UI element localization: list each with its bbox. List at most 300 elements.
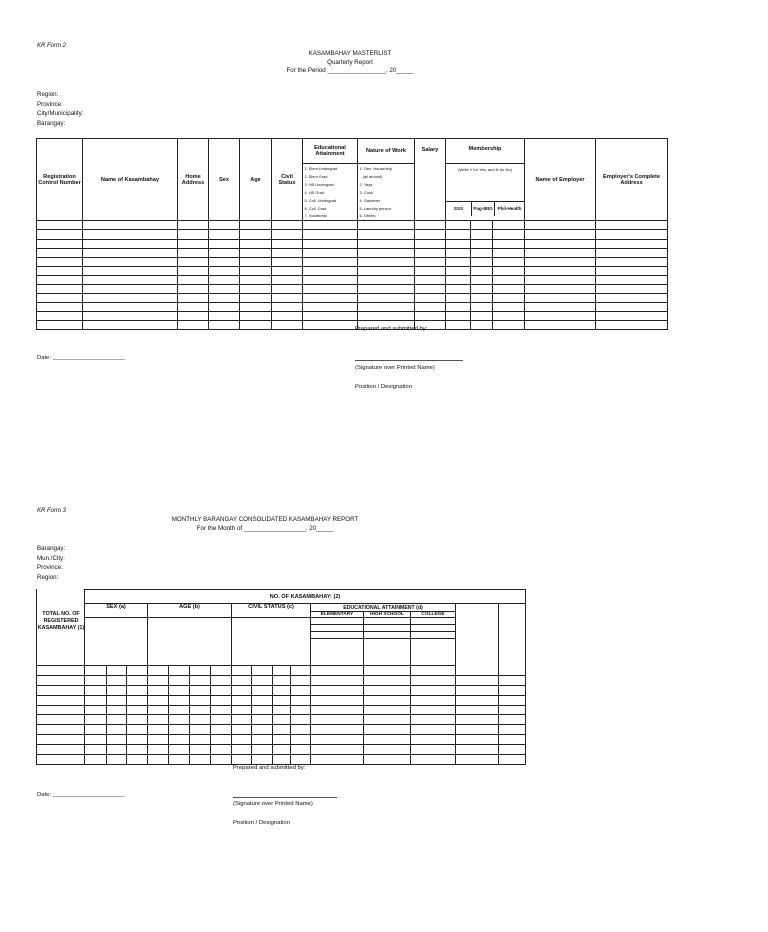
entry-cell[interactable] bbox=[411, 685, 456, 695]
entry-cell[interactable] bbox=[85, 705, 107, 715]
entry-cell[interactable] bbox=[37, 239, 83, 248]
entry-cell[interactable] bbox=[596, 285, 668, 294]
entry-cell[interactable] bbox=[273, 666, 291, 676]
entry-cell[interactable] bbox=[499, 715, 526, 725]
entry-cell[interactable] bbox=[211, 715, 232, 725]
entry-cell[interactable] bbox=[83, 275, 178, 284]
entry-cell[interactable] bbox=[525, 266, 596, 275]
entry-cell[interactable] bbox=[232, 725, 252, 735]
entry-cell[interactable] bbox=[190, 715, 211, 725]
entry-cell[interactable] bbox=[232, 685, 252, 695]
entry-cell[interactable] bbox=[127, 705, 148, 715]
entry-cell[interactable] bbox=[209, 266, 240, 275]
entry-cell[interactable] bbox=[83, 266, 178, 275]
entry-cell[interactable] bbox=[37, 755, 85, 765]
entry-cell[interactable] bbox=[446, 239, 471, 248]
entry-cell[interactable] bbox=[37, 303, 83, 312]
entry-cell[interactable] bbox=[178, 266, 209, 275]
entry-cell[interactable] bbox=[127, 695, 148, 705]
entry-cell[interactable] bbox=[358, 230, 415, 239]
entry-cell[interactable] bbox=[127, 685, 148, 695]
entry-cell[interactable] bbox=[303, 303, 358, 312]
entry-cell[interactable] bbox=[364, 735, 411, 745]
entry-cell[interactable] bbox=[252, 705, 273, 715]
entry-cell[interactable] bbox=[211, 755, 232, 765]
entry-cell[interactable] bbox=[85, 695, 107, 705]
entry-cell[interactable] bbox=[525, 257, 596, 266]
entry-cell[interactable] bbox=[358, 248, 415, 257]
entry-cell[interactable] bbox=[358, 294, 415, 303]
entry-cell[interactable] bbox=[596, 303, 668, 312]
entry-cell[interactable] bbox=[525, 303, 596, 312]
entry-cell[interactable] bbox=[178, 321, 209, 330]
entry-cell[interactable] bbox=[232, 666, 252, 676]
entry-cell[interactable] bbox=[169, 715, 190, 725]
entry-cell[interactable] bbox=[190, 685, 211, 695]
entry-cell[interactable] bbox=[178, 221, 209, 230]
entry-cell[interactable] bbox=[415, 275, 446, 284]
entry-cell[interactable] bbox=[37, 666, 85, 676]
entry-cell[interactable] bbox=[493, 303, 525, 312]
entry-cell[interactable] bbox=[127, 666, 148, 676]
entry-cell[interactable] bbox=[303, 257, 358, 266]
entry-cell[interactable] bbox=[272, 303, 303, 312]
entry-cell[interactable] bbox=[107, 685, 127, 695]
entry-cell[interactable] bbox=[311, 735, 364, 745]
entry-cell[interactable] bbox=[37, 685, 85, 695]
entry-cell[interactable] bbox=[252, 666, 273, 676]
entry-cell[interactable] bbox=[358, 221, 415, 230]
entry-cell[interactable] bbox=[446, 294, 471, 303]
entry-cell[interactable] bbox=[37, 321, 83, 330]
entry-cell[interactable] bbox=[596, 221, 668, 230]
entry-cell[interactable] bbox=[178, 285, 209, 294]
entry-cell[interactable] bbox=[252, 685, 273, 695]
entry-cell[interactable] bbox=[83, 239, 178, 248]
entry-cell[interactable] bbox=[37, 257, 83, 266]
entry-cell[interactable] bbox=[291, 695, 311, 705]
entry-cell[interactable] bbox=[209, 230, 240, 239]
entry-cell[interactable] bbox=[37, 695, 85, 705]
entry-cell[interactable] bbox=[169, 745, 190, 755]
entry-cell[interactable] bbox=[211, 666, 232, 676]
entry-cell[interactable] bbox=[471, 257, 493, 266]
entry-cell[interactable] bbox=[411, 745, 456, 755]
entry-cell[interactable] bbox=[190, 705, 211, 715]
entry-cell[interactable] bbox=[211, 745, 232, 755]
entry-cell[interactable] bbox=[240, 221, 272, 230]
entry-cell[interactable] bbox=[273, 735, 291, 745]
entry-cell[interactable] bbox=[190, 675, 211, 685]
entry-cell[interactable] bbox=[499, 675, 526, 685]
entry-cell[interactable] bbox=[240, 303, 272, 312]
entry-cell[interactable] bbox=[240, 266, 272, 275]
entry-cell[interactable] bbox=[364, 745, 411, 755]
entry-cell[interactable] bbox=[358, 312, 415, 321]
entry-cell[interactable] bbox=[471, 312, 493, 321]
entry-cell[interactable] bbox=[85, 745, 107, 755]
entry-cell[interactable] bbox=[471, 275, 493, 284]
entry-cell[interactable] bbox=[291, 666, 311, 676]
entry-cell[interactable] bbox=[596, 312, 668, 321]
entry-cell[interactable] bbox=[303, 230, 358, 239]
entry-cell[interactable] bbox=[273, 695, 291, 705]
entry-cell[interactable] bbox=[83, 294, 178, 303]
entry-cell[interactable] bbox=[232, 675, 252, 685]
entry-cell[interactable] bbox=[303, 321, 358, 330]
entry-cell[interactable] bbox=[456, 675, 499, 685]
entry-cell[interactable] bbox=[85, 666, 107, 676]
entry-cell[interactable] bbox=[232, 695, 252, 705]
entry-cell[interactable] bbox=[596, 266, 668, 275]
entry-cell[interactable] bbox=[364, 685, 411, 695]
entry-cell[interactable] bbox=[127, 715, 148, 725]
entry-cell[interactable] bbox=[178, 294, 209, 303]
entry-cell[interactable] bbox=[148, 666, 169, 676]
entry-cell[interactable] bbox=[291, 745, 311, 755]
entry-cell[interactable] bbox=[190, 745, 211, 755]
entry-cell[interactable] bbox=[85, 685, 107, 695]
entry-cell[interactable] bbox=[252, 725, 273, 735]
entry-cell[interactable] bbox=[232, 755, 252, 765]
entry-cell[interactable] bbox=[411, 755, 456, 765]
entry-cell[interactable] bbox=[190, 755, 211, 765]
entry-cell[interactable] bbox=[311, 675, 364, 685]
entry-cell[interactable] bbox=[169, 675, 190, 685]
entry-cell[interactable] bbox=[37, 675, 85, 685]
entry-cell[interactable] bbox=[169, 666, 190, 676]
entry-cell[interactable] bbox=[37, 294, 83, 303]
entry-cell[interactable] bbox=[415, 266, 446, 275]
entry-cell[interactable] bbox=[240, 248, 272, 257]
entry-cell[interactable] bbox=[311, 725, 364, 735]
entry-cell[interactable] bbox=[499, 685, 526, 695]
entry-cell[interactable] bbox=[107, 725, 127, 735]
entry-cell[interactable] bbox=[456, 745, 499, 755]
entry-cell[interactable] bbox=[240, 294, 272, 303]
entry-cell[interactable] bbox=[85, 675, 107, 685]
entry-cell[interactable] bbox=[364, 715, 411, 725]
entry-cell[interactable] bbox=[190, 666, 211, 676]
entry-cell[interactable] bbox=[211, 705, 232, 715]
entry-cell[interactable] bbox=[596, 230, 668, 239]
entry-cell[interactable] bbox=[272, 266, 303, 275]
entry-cell[interactable] bbox=[499, 666, 526, 676]
entry-cell[interactable] bbox=[446, 257, 471, 266]
entry-cell[interactable] bbox=[37, 230, 83, 239]
entry-cell[interactable] bbox=[493, 230, 525, 239]
entry-cell[interactable] bbox=[273, 755, 291, 765]
entry-cell[interactable] bbox=[83, 257, 178, 266]
entry-cell[interactable] bbox=[456, 685, 499, 695]
entry-cell[interactable] bbox=[303, 294, 358, 303]
entry-cell[interactable] bbox=[415, 248, 446, 257]
entry-cell[interactable] bbox=[311, 715, 364, 725]
entry-cell[interactable] bbox=[83, 248, 178, 257]
entry-cell[interactable] bbox=[499, 745, 526, 755]
entry-cell[interactable] bbox=[209, 321, 240, 330]
entry-cell[interactable] bbox=[596, 321, 668, 330]
entry-cell[interactable] bbox=[127, 725, 148, 735]
entry-cell[interactable] bbox=[499, 735, 526, 745]
entry-cell[interactable] bbox=[252, 675, 273, 685]
entry-cell[interactable] bbox=[411, 675, 456, 685]
entry-cell[interactable] bbox=[211, 685, 232, 695]
entry-cell[interactable] bbox=[411, 725, 456, 735]
entry-cell[interactable] bbox=[291, 705, 311, 715]
entry-cell[interactable] bbox=[273, 745, 291, 755]
entry-cell[interactable] bbox=[240, 230, 272, 239]
entry-cell[interactable] bbox=[525, 248, 596, 257]
entry-cell[interactable] bbox=[127, 755, 148, 765]
entry-cell[interactable] bbox=[272, 312, 303, 321]
entry-cell[interactable] bbox=[252, 715, 273, 725]
entry-cell[interactable] bbox=[83, 221, 178, 230]
entry-cell[interactable] bbox=[411, 715, 456, 725]
entry-cell[interactable] bbox=[364, 705, 411, 715]
entry-cell[interactable] bbox=[525, 321, 596, 330]
entry-cell[interactable] bbox=[499, 725, 526, 735]
entry-cell[interactable] bbox=[240, 257, 272, 266]
entry-cell[interactable] bbox=[446, 285, 471, 294]
entry-cell[interactable] bbox=[209, 312, 240, 321]
entry-cell[interactable] bbox=[471, 285, 493, 294]
entry-cell[interactable] bbox=[456, 666, 499, 676]
entry-cell[interactable] bbox=[178, 303, 209, 312]
entry-cell[interactable] bbox=[209, 285, 240, 294]
entry-cell[interactable] bbox=[107, 705, 127, 715]
entry-cell[interactable] bbox=[291, 755, 311, 765]
entry-cell[interactable] bbox=[364, 675, 411, 685]
entry-cell[interactable] bbox=[525, 230, 596, 239]
entry-cell[interactable] bbox=[127, 745, 148, 755]
entry-cell[interactable] bbox=[291, 725, 311, 735]
entry-cell[interactable] bbox=[493, 239, 525, 248]
entry-cell[interactable] bbox=[471, 303, 493, 312]
entry-cell[interactable] bbox=[358, 275, 415, 284]
entry-cell[interactable] bbox=[358, 285, 415, 294]
entry-cell[interactable] bbox=[493, 248, 525, 257]
entry-cell[interactable] bbox=[232, 745, 252, 755]
entry-cell[interactable] bbox=[493, 294, 525, 303]
entry-cell[interactable] bbox=[415, 221, 446, 230]
entry-cell[interactable] bbox=[232, 705, 252, 715]
entry-cell[interactable] bbox=[148, 695, 169, 705]
entry-cell[interactable] bbox=[358, 257, 415, 266]
form2-date-field[interactable]: Date: ______________________ bbox=[37, 355, 125, 361]
entry-cell[interactable] bbox=[311, 685, 364, 695]
entry-cell[interactable] bbox=[211, 675, 232, 685]
entry-cell[interactable] bbox=[240, 275, 272, 284]
entry-cell[interactable] bbox=[37, 705, 85, 715]
entry-cell[interactable] bbox=[303, 285, 358, 294]
entry-cell[interactable] bbox=[107, 735, 127, 745]
entry-cell[interactable] bbox=[493, 321, 525, 330]
entry-cell[interactable] bbox=[411, 666, 456, 676]
entry-cell[interactable] bbox=[364, 725, 411, 735]
entry-cell[interactable] bbox=[148, 735, 169, 745]
entry-cell[interactable] bbox=[178, 248, 209, 257]
entry-cell[interactable] bbox=[596, 294, 668, 303]
entry-cell[interactable] bbox=[415, 285, 446, 294]
entry-cell[interactable] bbox=[178, 239, 209, 248]
entry-cell[interactable] bbox=[303, 239, 358, 248]
entry-cell[interactable] bbox=[209, 303, 240, 312]
entry-cell[interactable] bbox=[37, 248, 83, 257]
entry-cell[interactable] bbox=[471, 321, 493, 330]
form2-signature-line[interactable] bbox=[355, 360, 463, 361]
entry-cell[interactable] bbox=[596, 239, 668, 248]
entry-cell[interactable] bbox=[415, 294, 446, 303]
entry-cell[interactable] bbox=[169, 755, 190, 765]
entry-cell[interactable] bbox=[148, 675, 169, 685]
entry-cell[interactable] bbox=[525, 294, 596, 303]
entry-cell[interactable] bbox=[240, 285, 272, 294]
entry-cell[interactable] bbox=[37, 715, 85, 725]
entry-cell[interactable] bbox=[107, 666, 127, 676]
entry-cell[interactable] bbox=[364, 666, 411, 676]
entry-cell[interactable] bbox=[37, 312, 83, 321]
entry-cell[interactable] bbox=[499, 705, 526, 715]
entry-cell[interactable] bbox=[272, 275, 303, 284]
entry-cell[interactable] bbox=[272, 321, 303, 330]
entry-cell[interactable] bbox=[252, 695, 273, 705]
entry-cell[interactable] bbox=[596, 248, 668, 257]
entry-cell[interactable] bbox=[148, 685, 169, 695]
entry-cell[interactable] bbox=[303, 266, 358, 275]
entry-cell[interactable] bbox=[178, 312, 209, 321]
entry-cell[interactable] bbox=[446, 248, 471, 257]
entry-cell[interactable] bbox=[272, 294, 303, 303]
entry-cell[interactable] bbox=[493, 257, 525, 266]
entry-cell[interactable] bbox=[107, 675, 127, 685]
entry-cell[interactable] bbox=[169, 735, 190, 745]
entry-cell[interactable] bbox=[446, 230, 471, 239]
entry-cell[interactable] bbox=[211, 695, 232, 705]
entry-cell[interactable] bbox=[415, 257, 446, 266]
entry-cell[interactable] bbox=[456, 755, 499, 765]
entry-cell[interactable] bbox=[471, 266, 493, 275]
entry-cell[interactable] bbox=[178, 257, 209, 266]
entry-cell[interactable] bbox=[107, 715, 127, 725]
entry-cell[interactable] bbox=[83, 285, 178, 294]
entry-cell[interactable] bbox=[37, 221, 83, 230]
entry-cell[interactable] bbox=[190, 725, 211, 735]
entry-cell[interactable] bbox=[493, 266, 525, 275]
entry-cell[interactable] bbox=[493, 312, 525, 321]
entry-cell[interactable] bbox=[493, 275, 525, 284]
entry-cell[interactable] bbox=[415, 239, 446, 248]
entry-cell[interactable] bbox=[291, 675, 311, 685]
entry-cell[interactable] bbox=[211, 735, 232, 745]
entry-cell[interactable] bbox=[37, 266, 83, 275]
entry-cell[interactable] bbox=[493, 285, 525, 294]
entry-cell[interactable] bbox=[411, 705, 456, 715]
entry-cell[interactable] bbox=[446, 303, 471, 312]
entry-cell[interactable] bbox=[37, 745, 85, 755]
entry-cell[interactable] bbox=[446, 266, 471, 275]
entry-cell[interactable] bbox=[273, 725, 291, 735]
entry-cell[interactable] bbox=[85, 715, 107, 725]
entry-cell[interactable] bbox=[273, 685, 291, 695]
entry-cell[interactable] bbox=[311, 666, 364, 676]
entry-cell[interactable] bbox=[358, 266, 415, 275]
entry-cell[interactable] bbox=[272, 285, 303, 294]
entry-cell[interactable] bbox=[209, 257, 240, 266]
entry-cell[interactable] bbox=[311, 745, 364, 755]
entry-cell[interactable] bbox=[83, 230, 178, 239]
entry-cell[interactable] bbox=[456, 735, 499, 745]
entry-cell[interactable] bbox=[471, 239, 493, 248]
entry-cell[interactable] bbox=[272, 257, 303, 266]
entry-cell[interactable] bbox=[456, 695, 499, 705]
entry-cell[interactable] bbox=[37, 735, 85, 745]
entry-cell[interactable] bbox=[303, 248, 358, 257]
entry-cell[interactable] bbox=[456, 725, 499, 735]
entry-cell[interactable] bbox=[240, 312, 272, 321]
entry-cell[interactable] bbox=[148, 725, 169, 735]
entry-cell[interactable] bbox=[291, 735, 311, 745]
entry-cell[interactable] bbox=[240, 321, 272, 330]
entry-cell[interactable] bbox=[446, 321, 471, 330]
entry-cell[interactable] bbox=[240, 239, 272, 248]
entry-cell[interactable] bbox=[148, 745, 169, 755]
entry-cell[interactable] bbox=[169, 725, 190, 735]
entry-cell[interactable] bbox=[415, 303, 446, 312]
entry-cell[interactable] bbox=[127, 675, 148, 685]
entry-cell[interactable] bbox=[127, 735, 148, 745]
entry-cell[interactable] bbox=[303, 275, 358, 284]
entry-cell[interactable] bbox=[209, 239, 240, 248]
entry-cell[interactable] bbox=[471, 294, 493, 303]
entry-cell[interactable] bbox=[169, 695, 190, 705]
entry-cell[interactable] bbox=[446, 221, 471, 230]
entry-cell[interactable] bbox=[415, 312, 446, 321]
entry-cell[interactable] bbox=[37, 285, 83, 294]
entry-cell[interactable] bbox=[273, 715, 291, 725]
entry-cell[interactable] bbox=[37, 275, 83, 284]
entry-cell[interactable] bbox=[311, 755, 364, 765]
entry-cell[interactable] bbox=[83, 312, 178, 321]
entry-cell[interactable] bbox=[272, 239, 303, 248]
entry-cell[interactable] bbox=[303, 312, 358, 321]
entry-cell[interactable] bbox=[85, 725, 107, 735]
entry-cell[interactable] bbox=[364, 755, 411, 765]
entry-cell[interactable] bbox=[311, 705, 364, 715]
entry-cell[interactable] bbox=[83, 303, 178, 312]
entry-cell[interactable] bbox=[596, 257, 668, 266]
entry-cell[interactable] bbox=[525, 285, 596, 294]
entry-cell[interactable] bbox=[272, 248, 303, 257]
entry-cell[interactable] bbox=[499, 695, 526, 705]
entry-cell[interactable] bbox=[446, 312, 471, 321]
entry-cell[interactable] bbox=[273, 705, 291, 715]
entry-cell[interactable] bbox=[107, 755, 127, 765]
entry-cell[interactable] bbox=[471, 230, 493, 239]
entry-cell[interactable] bbox=[107, 745, 127, 755]
entry-cell[interactable] bbox=[493, 221, 525, 230]
entry-cell[interactable] bbox=[311, 695, 364, 705]
entry-cell[interactable] bbox=[178, 230, 209, 239]
entry-cell[interactable] bbox=[291, 715, 311, 725]
entry-cell[interactable] bbox=[291, 685, 311, 695]
entry-cell[interactable] bbox=[37, 725, 85, 735]
entry-cell[interactable] bbox=[190, 695, 211, 705]
entry-cell[interactable] bbox=[209, 221, 240, 230]
entry-cell[interactable] bbox=[169, 705, 190, 715]
entry-cell[interactable] bbox=[148, 705, 169, 715]
entry-cell[interactable] bbox=[252, 735, 273, 745]
